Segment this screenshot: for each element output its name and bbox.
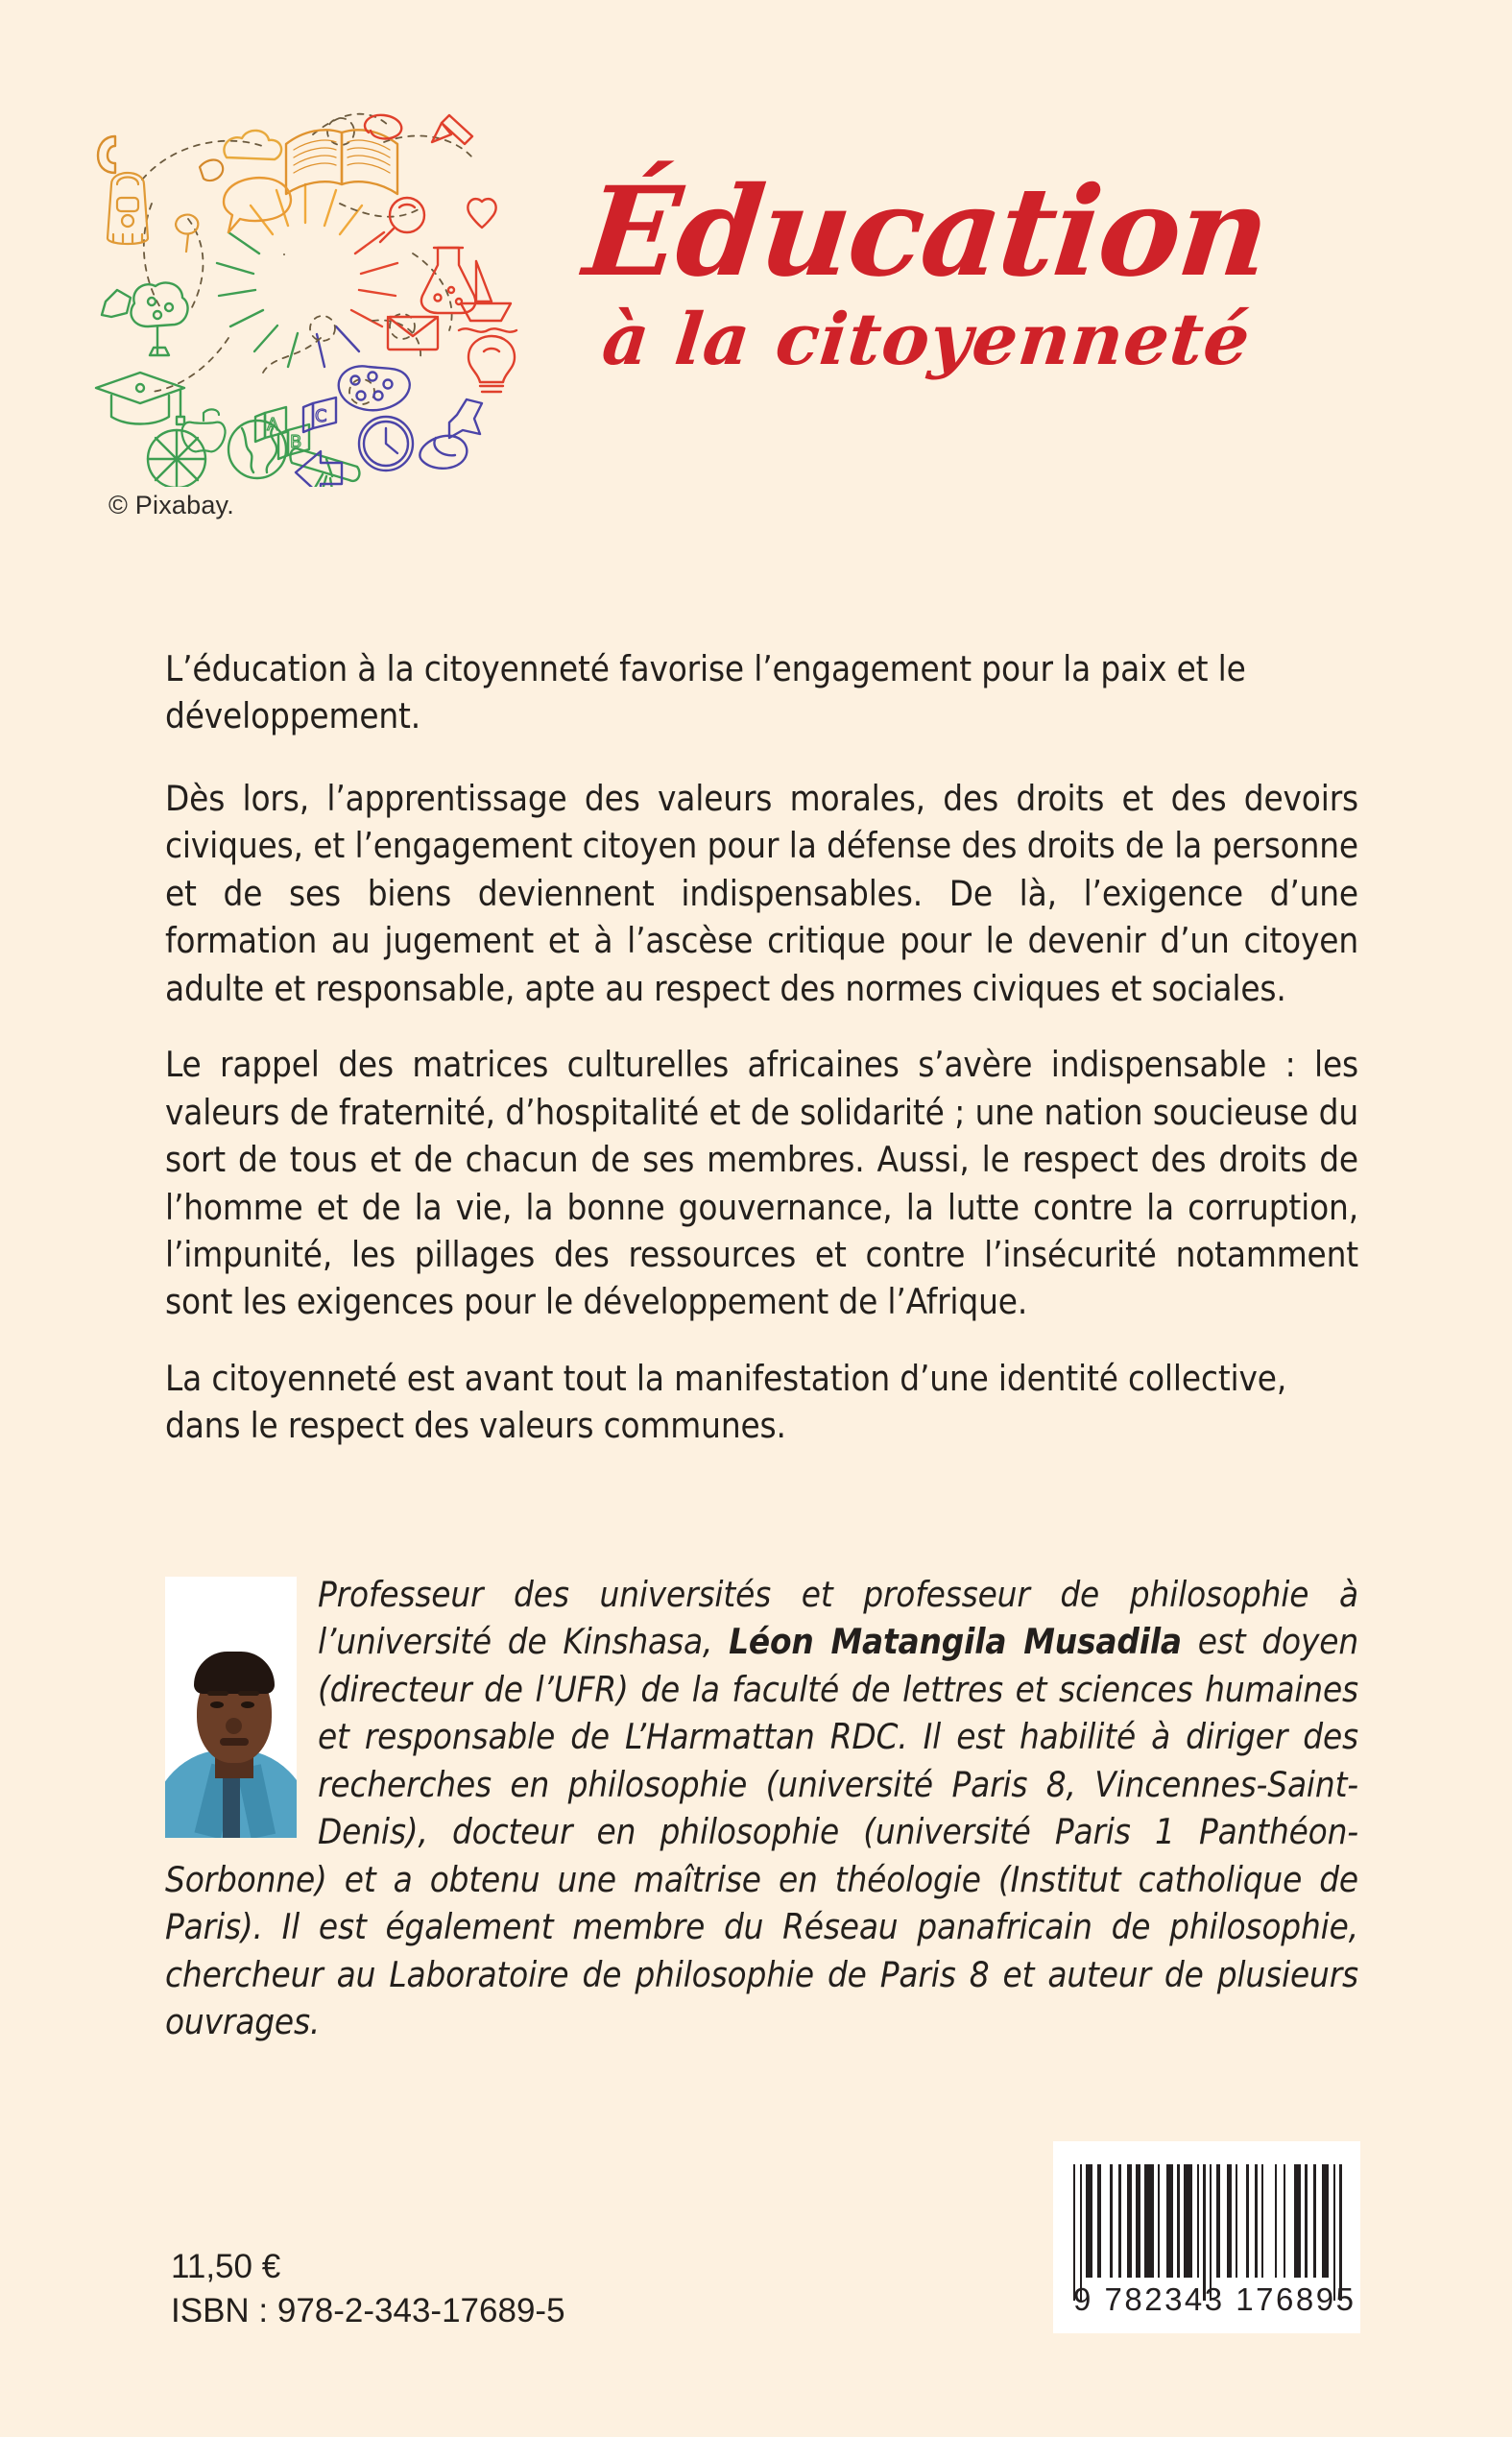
- barcode-gap: [1249, 2164, 1254, 2278]
- blurb-paragraph: Le rappel des matrices culturelles africaines s’avère indispensable : les valeurs de fraternité, d’hospitalité et de solidarité ; une nation soucieuse du sort de tous et de chacun de ses membres. Aussi, le respect des droits de l’homme et de la vie, la bonne gouvernance, la lutte contre la corruption, l’impunité, les pillages des ressources et contre l’insécurité notamment sont les exigences pour le développement de l’Afrique.: [165, 1044, 1358, 1323]
- barcode-gap: [1140, 2164, 1142, 2278]
- blurb-paragraph: Dès lors, l’apprentissage des valeurs morales, des droits et des devoirs civiques, et l’engagement citoyen pour la défense des droits de la personne et de ses biens deviennent indispensables. De là, l’exigence d’une formation au jugement et à l’ascèse critique pour le devenir d’un citoyen adulte et responsable, apte au respect des normes civiques et sociales.: [165, 777, 1358, 1009]
- bio-text-after-name: est doyen (directeur de l’UFR) de la faculté de lettres et sciences humaines et responsable de L’Harmattan RDC. Il est habilité à diriger des recherches en philosophie (université Paris 8, Vincennes-Saint-Denis), docteur en philosophie (université Paris 1 Panthéon-Sorbonne) et a obtenu une maîtrise en théologie (Institut catholique de Paris). Il est également membre du Réseau panafricain de philosophie, chercheur au Laboratoire de philosophie de Paris 8 et auteur de plusieurs ouvrages.: [165, 1621, 1358, 2043]
- barcode-gap: [1121, 2164, 1126, 2278]
- book-title: Éducation: [578, 160, 1275, 304]
- barcode-gap: [1335, 2164, 1337, 2278]
- barcode-gap: [1082, 2164, 1084, 2278]
- barcode-bar: [1184, 2164, 1192, 2278]
- magnet-icon: [98, 136, 115, 173]
- barcode-gap: [1180, 2164, 1182, 2278]
- backpack-icon: [108, 173, 148, 244]
- barcode-gap: [1192, 2164, 1194, 2278]
- barcode: [1053, 2141, 1360, 2333]
- pencil-icon: [432, 115, 472, 144]
- barcode-gap: [1206, 2164, 1208, 2278]
- barcode-gap: [1154, 2164, 1156, 2278]
- barcode-gap: [1237, 2164, 1244, 2278]
- barcode-gap: [1092, 2164, 1094, 2278]
- author-photo: [165, 1577, 297, 1838]
- magnifier-icon: [380, 198, 424, 242]
- barcode-gap: [1075, 2164, 1077, 2278]
- book-title-block: [576, 160, 1277, 381]
- tree-icon: [131, 282, 187, 355]
- author-bio: [165, 1571, 1358, 2046]
- barcode-gap: [1301, 2164, 1303, 2278]
- barcode-gap: [1329, 2164, 1331, 2278]
- barcode-gap: [1212, 2164, 1213, 2278]
- price-isbn-block: [171, 2245, 565, 2333]
- barcode-gap: [1101, 2164, 1108, 2278]
- barcode-gap: [1232, 2164, 1234, 2278]
- barcode-gap: [1258, 2164, 1260, 2278]
- barcode-digits: 9 782343 176895: [1073, 2281, 1356, 2317]
- abc-blocks-icon: [255, 398, 336, 459]
- barcode-bars: [1073, 2164, 1342, 2278]
- barcode-gap: [1285, 2164, 1292, 2278]
- sailboat-icon: [459, 261, 516, 332]
- barcode-gap: [1220, 2164, 1225, 2278]
- barcode-bar: [1322, 2164, 1329, 2278]
- education-doodle-illustration: [84, 50, 526, 487]
- barcode-bar: [1294, 2164, 1301, 2278]
- svg-text:B: B: [290, 432, 302, 452]
- isbn: ISBN : 978-2-343-17689-5: [171, 2292, 565, 2330]
- barcode-gap: [1132, 2164, 1134, 2278]
- barcode-gap: [1277, 2164, 1282, 2278]
- barcode-gap: [1263, 2164, 1272, 2278]
- barcode-gap: [1173, 2164, 1175, 2278]
- pushpin-icon: [176, 215, 198, 252]
- bio-text-before-name: Professeur des universités et professeur de philosophie à l’université de Kinshasa,: [318, 1574, 1358, 1663]
- book-subtitle: à la citoyenneté: [598, 299, 1255, 381]
- barcode-gap: [1308, 2164, 1312, 2278]
- barcode-gap: [1316, 2164, 1321, 2278]
- barcode-bar: [1144, 2164, 1153, 2278]
- svg-text:C: C: [315, 406, 327, 426]
- price: 11,50 €: [171, 2248, 281, 2285]
- cloud-icon: [224, 131, 281, 159]
- apple-icon: [181, 409, 225, 451]
- blurb-paragraph: La citoyenneté est avant tout la manifestation d’une identité collective, dans le respect des valeurs communes.: [165, 1357, 1287, 1447]
- clock-icon: [359, 417, 413, 471]
- heart-icon: [468, 199, 495, 228]
- barcode-gap: [1160, 2164, 1164, 2278]
- svg-text:A: A: [267, 415, 279, 435]
- barcode-bar: [1339, 2164, 1341, 2301]
- photo-credit: © Pixabay.: [108, 491, 234, 519]
- barcode-gap: [1199, 2164, 1201, 2278]
- graduation-cap-icon: [96, 373, 184, 424]
- author-name: Léon Matangila Musadila: [729, 1621, 1182, 1663]
- basketball-icon: [148, 430, 205, 487]
- back-cover-blurb: [165, 645, 1358, 1479]
- barcode-bar: [1086, 2164, 1092, 2278]
- star-icon: [102, 290, 131, 317]
- barcode-gap: [1113, 2164, 1117, 2278]
- eraser-icon: [420, 436, 467, 469]
- star-icon: [449, 399, 482, 438]
- blurb-paragraph: L’éducation à la citoyenneté favorise l’engagement pour la paix et le développement.: [165, 648, 1246, 737]
- lightbulb-icon: [468, 336, 515, 392]
- open-book-icon: [286, 130, 397, 194]
- leaf-icon: [200, 160, 223, 181]
- barcode-bar: [1166, 2164, 1173, 2278]
